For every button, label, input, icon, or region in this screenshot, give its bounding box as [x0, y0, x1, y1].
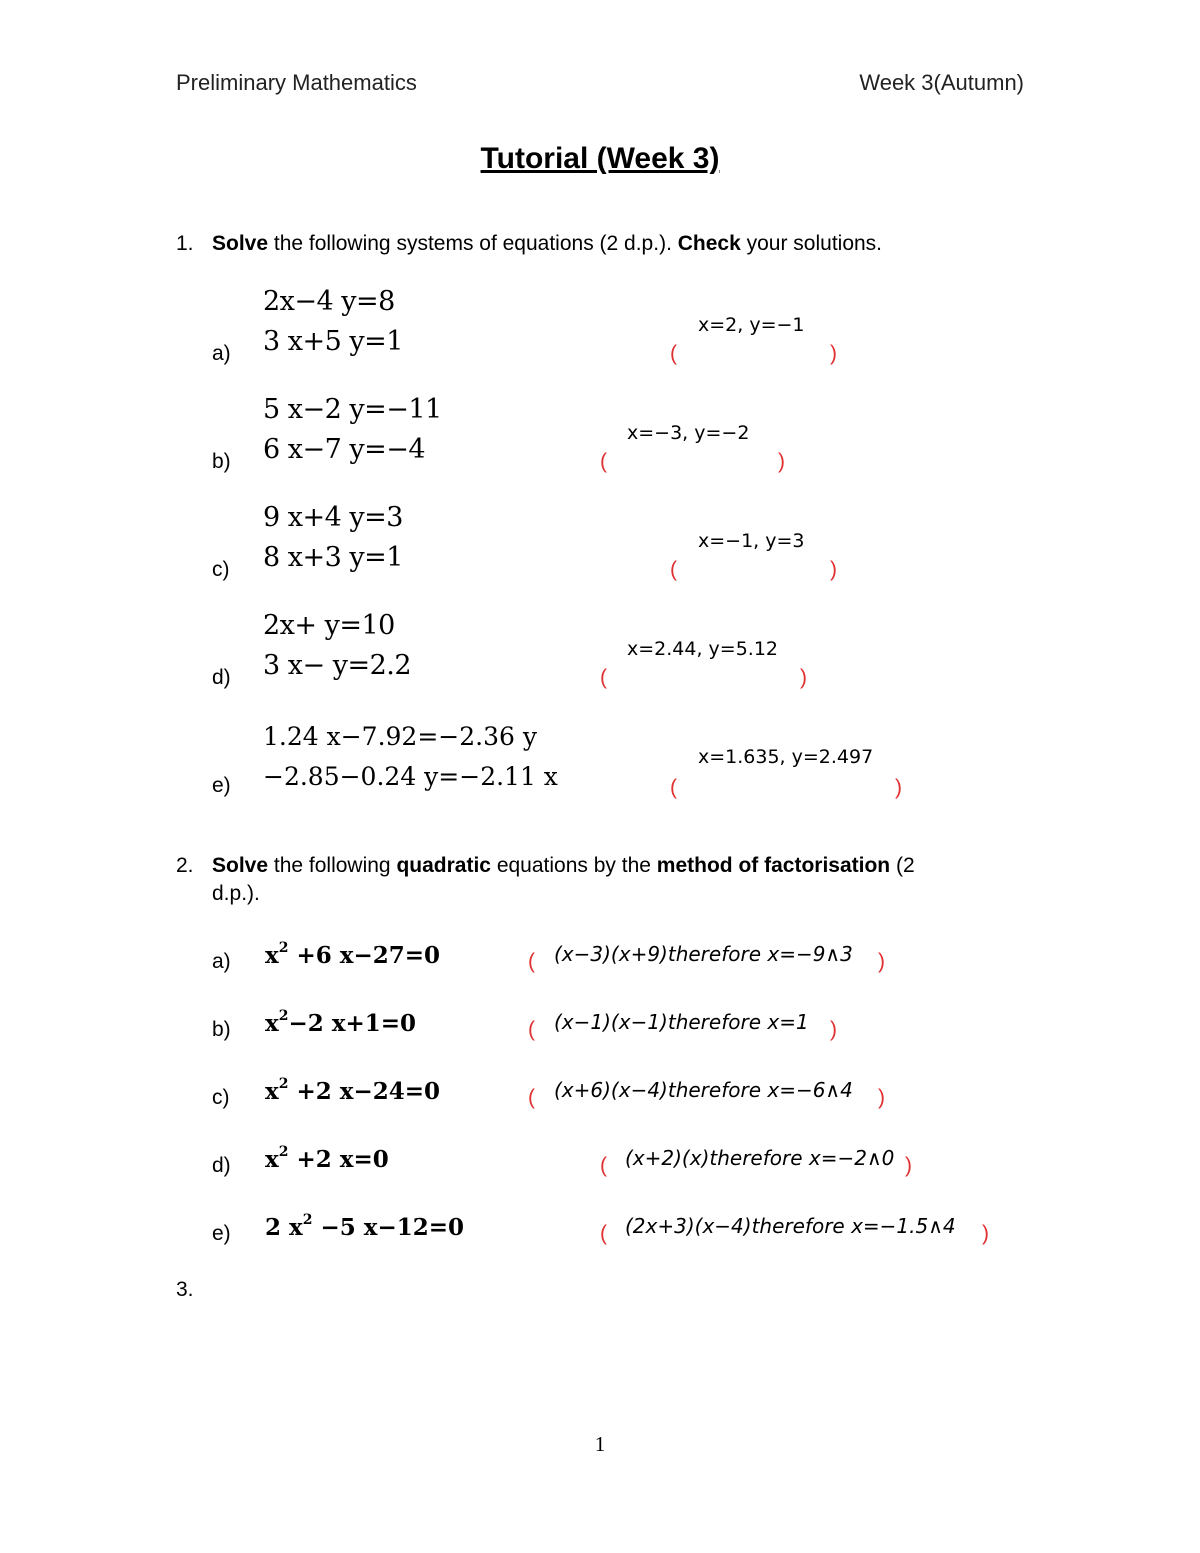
- answer-close-bracket: ): [778, 450, 785, 473]
- equation-term: +2 x=0: [288, 1146, 389, 1173]
- answer-close-bracket: ): [982, 1222, 989, 1245]
- question-3-number: 3.: [176, 1278, 194, 1301]
- part-label: e): [212, 774, 231, 797]
- answer-close-bracket: ): [878, 1086, 885, 1109]
- header-week: Week 3(Autumn): [859, 70, 1024, 95]
- question-text: the following systems of equations (2 d.p.).: [268, 232, 678, 255]
- question-2-prompt-cont: d.p.).: [212, 882, 260, 905]
- equation: 8 x+3 y=1: [263, 542, 403, 573]
- question-1-prompt: [176, 232, 882, 256]
- question-number: 1.: [176, 232, 194, 255]
- answer-open-bracket: (: [600, 666, 607, 689]
- answer-close-bracket: ): [878, 950, 885, 973]
- question-text: the following: [268, 854, 397, 877]
- answer: x=1.635, y=2.497: [698, 746, 874, 768]
- answer-open-bracket: (: [528, 950, 535, 973]
- page-number: 1: [594, 1432, 606, 1456]
- answer: x=2, y=−1: [698, 314, 805, 336]
- answer: (x+6)(x−4)therefore x=−6∧4: [554, 1078, 853, 1102]
- question-number: 2.: [176, 854, 194, 877]
- quadratic-equation: [265, 1076, 440, 1105]
- equation-term: x: [265, 1010, 279, 1037]
- answer-open-bracket: (: [670, 558, 677, 581]
- equation: 6 x−7 y=−4: [263, 434, 426, 465]
- check-keyword: Check: [677, 232, 741, 255]
- answer: x=−3, y=−2: [627, 422, 750, 444]
- quadratic-keyword: quadratic: [396, 854, 491, 877]
- quadratic-equation: [265, 940, 440, 969]
- answer: x=−1, y=3: [698, 530, 805, 552]
- answer-close-bracket: ): [905, 1154, 912, 1177]
- header-course-title: Preliminary Mathematics: [176, 70, 417, 95]
- exponent: 2: [302, 1212, 313, 1228]
- question-text: (2: [890, 854, 915, 877]
- method-keyword: method of factorisation: [656, 854, 891, 877]
- answer-open-bracket: (: [600, 1154, 607, 1177]
- exponent: 2: [278, 1008, 289, 1024]
- answer-close-bracket: ): [800, 666, 807, 689]
- equation: 3 x− y=2.2: [263, 650, 412, 681]
- part-label: c): [212, 558, 230, 581]
- exponent: 2: [278, 940, 289, 956]
- equation: 1.24 x−7.92=−2.36 y: [263, 722, 537, 751]
- exponent: 2: [278, 1144, 289, 1160]
- part-label: b): [212, 1018, 231, 1041]
- exponent: 2: [278, 1076, 289, 1092]
- answer: (x−3)(x+9)therefore x=−9∧3: [554, 942, 853, 966]
- part-label: d): [212, 1154, 231, 1177]
- equation-term: +2 x−24=0: [288, 1078, 441, 1105]
- equation-term: x: [265, 942, 279, 969]
- equation: 5 x−2 y=−11: [263, 394, 442, 425]
- part-label: a): [212, 950, 231, 973]
- equation: 3 x+5 y=1: [263, 326, 403, 357]
- part-label: c): [212, 1086, 230, 1109]
- equation: 9 x+4 y=3: [263, 502, 403, 533]
- answer: (x−1)(x−1)therefore x=1: [554, 1010, 809, 1034]
- quadratic-equation: [265, 1008, 416, 1037]
- quadratic-equation: [265, 1212, 464, 1241]
- answer-open-bracket: (: [600, 1222, 607, 1245]
- part-label: d): [212, 666, 231, 689]
- answer-close-bracket: ): [895, 776, 902, 799]
- answer: (2x+3)(x−4)therefore x=−1.5∧4: [625, 1214, 956, 1238]
- solve-keyword: Solve: [212, 232, 269, 255]
- equation-term: −2 x+1=0: [288, 1010, 417, 1037]
- quadratic-equation: [265, 1144, 389, 1173]
- equation-term: 2 x: [265, 1214, 303, 1241]
- equation-term: x: [265, 1146, 279, 1173]
- equation-term: x: [265, 1078, 279, 1105]
- answer-open-bracket: (: [600, 450, 607, 473]
- equation: 2x+ y=10: [263, 610, 395, 641]
- question-text: equations by the: [490, 854, 657, 877]
- answer-close-bracket: ): [830, 1018, 837, 1041]
- equation-term: −5 x−12=0: [312, 1214, 465, 1241]
- answer-open-bracket: (: [528, 1086, 535, 1109]
- equation: −2.85−0.24 y=−2.11 x: [263, 762, 558, 791]
- solve-keyword: Solve: [212, 854, 269, 877]
- equation-term: +6 x−27=0: [288, 942, 441, 969]
- answer-close-bracket: ): [830, 558, 837, 581]
- part-label: a): [212, 342, 231, 365]
- answer-open-bracket: (: [528, 1018, 535, 1041]
- part-label: e): [212, 1222, 231, 1245]
- equation: 2x−4 y=8: [263, 286, 395, 317]
- page-title: Tutorial (Week 3): [480, 142, 720, 175]
- question-2-prompt: [176, 854, 915, 878]
- answer-close-bracket: ): [830, 342, 837, 365]
- question-text: your solutions.: [740, 232, 883, 255]
- answer-open-bracket: (: [670, 342, 677, 365]
- answer-open-bracket: (: [670, 776, 677, 799]
- answer: x=2.44, y=5.12: [627, 638, 779, 660]
- part-label: b): [212, 450, 231, 473]
- answer: (x+2)(x)therefore x=−2∧0: [625, 1146, 895, 1170]
